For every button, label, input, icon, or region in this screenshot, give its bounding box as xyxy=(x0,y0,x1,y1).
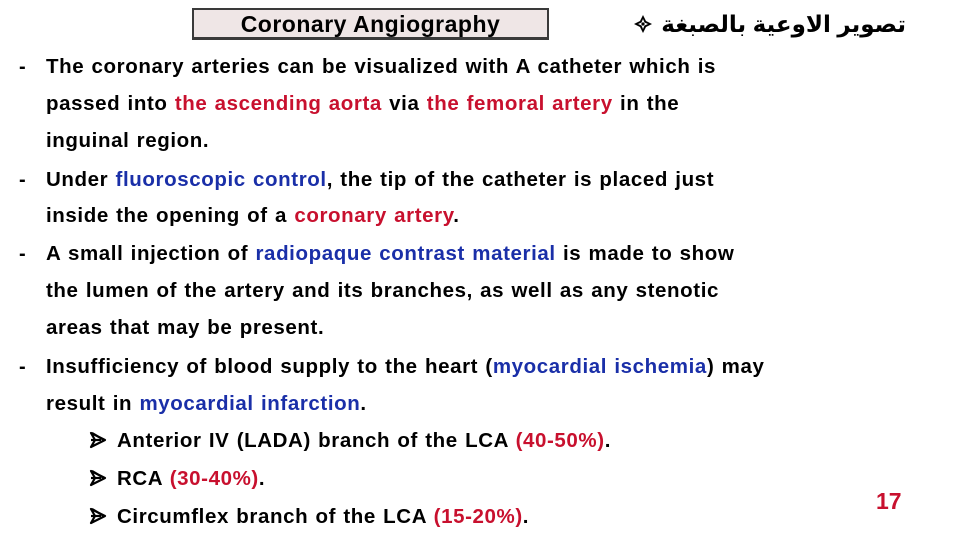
sub-list-item xyxy=(89,465,265,493)
sub-list-item xyxy=(89,427,611,455)
highlight-term: (15-20%) xyxy=(433,505,523,528)
highlight-term: the femoral artery xyxy=(426,92,613,115)
text-run: . xyxy=(522,505,530,528)
text-run: via xyxy=(381,92,427,115)
highlight-term: fluoroscopic control xyxy=(115,168,327,191)
slide-title: Coronary Angiography xyxy=(192,8,549,40)
bullet-line xyxy=(46,90,679,118)
arrow-bullet-icon xyxy=(89,431,107,449)
bullet-line xyxy=(46,314,324,342)
text-run: the lumen of the artery and its branches, as well as any stenotic xyxy=(46,279,720,302)
bullet-line xyxy=(46,127,209,155)
bullet-dash: - xyxy=(19,169,26,191)
bullet-line xyxy=(46,390,367,418)
text-run: The coronary arteries can be visualized with A catheter which is xyxy=(46,55,717,78)
bullet-line xyxy=(46,202,460,230)
highlight-term: radiopaque contrast material xyxy=(255,242,556,265)
arabic-heading xyxy=(633,8,906,40)
text-run: areas that may be present. xyxy=(46,316,325,339)
text-run: is made to show xyxy=(555,242,735,265)
text-run: Insufficiency of blood supply to the heart ( xyxy=(46,355,493,378)
highlight-term: (30-40%) xyxy=(169,467,259,490)
text-run: passed into xyxy=(46,92,175,115)
text-run: . xyxy=(360,392,367,415)
text-run: Anterior IV (LADA) branch of the LCA xyxy=(117,429,516,452)
bullet-dash: - xyxy=(19,243,26,265)
bullet-dash: - xyxy=(19,56,26,78)
bullet-line xyxy=(46,240,734,268)
bullet-dash: - xyxy=(19,356,26,378)
highlight-term: myocardial infarction xyxy=(139,392,361,415)
bullet-line xyxy=(46,353,765,381)
text-run: RCA xyxy=(117,467,170,490)
highlight-term: coronary artery xyxy=(294,204,454,227)
text-run: ) may xyxy=(706,355,765,378)
diamond-bullet-icon xyxy=(633,14,653,34)
arabic-title-text: تصوير الاوعية بالصبغة xyxy=(661,10,906,37)
highlight-term: myocardial ischemia xyxy=(492,355,707,378)
text-run: result in xyxy=(46,392,140,415)
text-run: . xyxy=(604,429,611,452)
text-run: . xyxy=(258,467,266,490)
arrow-bullet-icon xyxy=(89,469,107,487)
text-run: Circumflex branch of the LCA xyxy=(117,505,434,528)
text-run: A small injection of xyxy=(46,242,256,265)
sub-list-item xyxy=(89,503,529,531)
page-number: 17 xyxy=(876,488,902,514)
text-run: in the xyxy=(612,92,680,115)
highlight-term: the ascending aorta xyxy=(174,92,382,115)
bullet-line xyxy=(46,53,716,81)
text-run: . xyxy=(453,204,460,227)
highlight-term: (40-50%) xyxy=(515,429,605,452)
bullet-line xyxy=(46,166,714,194)
text-run: inguinal region. xyxy=(46,129,210,152)
text-run: Under xyxy=(46,168,116,191)
arrow-bullet-icon xyxy=(89,507,107,525)
text-run: inside the opening of a xyxy=(46,204,295,227)
text-run: , the tip of the catheter is placed just xyxy=(326,168,715,191)
bullet-line xyxy=(46,277,719,305)
